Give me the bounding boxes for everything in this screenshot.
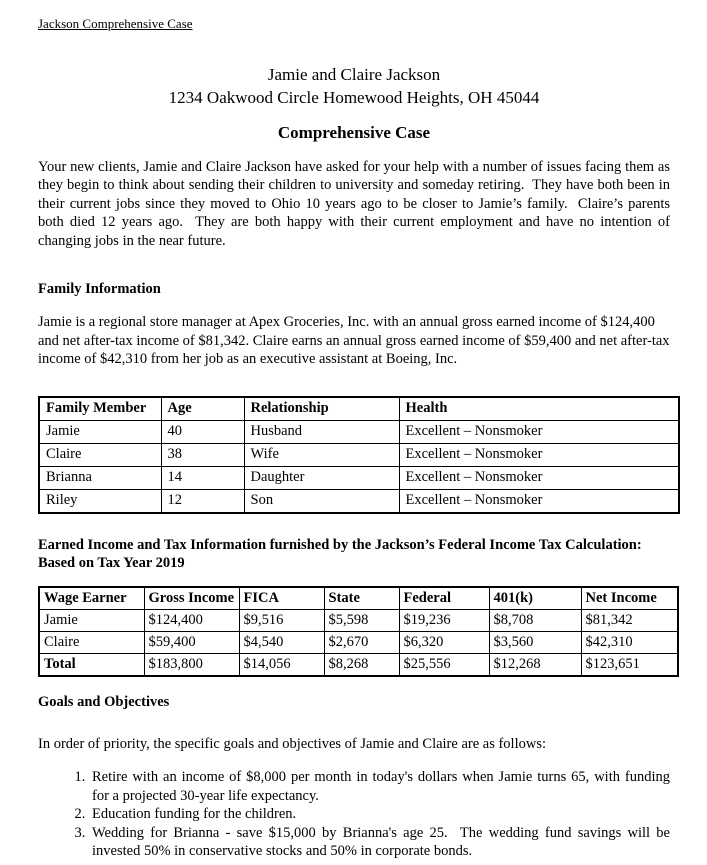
- family-information-heading: Family Information: [38, 281, 161, 298]
- table-cell: Husband: [244, 420, 399, 443]
- table-cell: $42,310: [581, 632, 678, 654]
- table-row: [39, 466, 679, 489]
- document-header: Jackson Comprehensive Case: [38, 16, 193, 31]
- goals-heading: Goals and Objectives: [38, 694, 170, 711]
- table-cell: $3,560: [489, 632, 581, 654]
- table-cell: $4,540: [239, 632, 324, 654]
- income-table: [38, 586, 679, 677]
- table-cell: 14: [161, 466, 244, 489]
- table-cell: $81,342: [581, 610, 678, 632]
- family-information-paragraph: Jamie is a regional store manager at Apex Groceries, Inc. with an annual gross earned income of $124,400 and net after-tax income of $81,342. Claire earns an annual gross earned income of $59,400 and net after-tax income of $42,310 from her job as an executive assistant at Boeing, Inc.: [38, 314, 674, 368]
- column-header: Relationship: [244, 397, 399, 421]
- table-cell: Claire: [39, 632, 144, 654]
- column-header: Net Income: [581, 587, 678, 610]
- table-cell: Excellent – Nonsmoker: [399, 489, 679, 513]
- table-cell: Jamie: [39, 610, 144, 632]
- table-cell: Son: [244, 489, 399, 513]
- title-line-names: Jamie and Claire Jackson: [267, 65, 441, 84]
- column-header: Family Member: [39, 397, 161, 421]
- table-cell: Claire: [39, 443, 161, 466]
- column-header: Federal: [399, 587, 489, 610]
- intro-paragraph: Your new clients, Jamie and Claire Jackson have asked for your help with a number of issues facing them as they begin to think about sending their children to university and someday retiring. They have both been in their current jobs since they moved to Ohio 10 years ago to be closer to Jamie’s family. Claire’s parents both died 12 years ago. They are both happy with their current employment and have no intention of changing jobs in the near future.: [38, 159, 674, 249]
- table-cell: $123,651: [581, 654, 678, 677]
- table-cell: $2,670: [324, 632, 399, 654]
- goals-list: [38, 768, 674, 860]
- goal-item-education: 2. Education funding for the children.: [89, 805, 670, 823]
- document-title: [38, 63, 670, 109]
- family-table: [38, 396, 680, 514]
- table-cell: Brianna: [39, 466, 161, 489]
- table-cell: 40: [161, 420, 244, 443]
- document-subtitle: Comprehensive Case: [277, 123, 431, 142]
- table-cell: $5,598: [324, 610, 399, 632]
- table-cell: $6,320: [399, 632, 489, 654]
- table-cell: Excellent – Nonsmoker: [399, 420, 679, 443]
- table-cell: $9,516: [239, 610, 324, 632]
- column-header: State: [324, 587, 399, 610]
- table-cell: $12,268: [489, 654, 581, 677]
- goals-intro-paragraph: In order of priority, the specific goals and objectives of Jamie and Claire are as follows:: [38, 735, 547, 752]
- column-header: Age: [161, 397, 244, 421]
- table-cell: $183,800: [144, 654, 239, 677]
- table-cell: 12: [161, 489, 244, 513]
- column-header: FICA: [239, 587, 324, 610]
- table-row-total: [39, 654, 678, 677]
- column-header: Health: [399, 397, 679, 421]
- table-cell: Excellent – Nonsmoker: [399, 443, 679, 466]
- column-header: Gross Income: [144, 587, 239, 610]
- goal-item-wedding: 3. Wedding for Brianna - save $15,000 by Brianna's age 25. The wedding fund savings will be invested 50% in conservative stocks and 50% in corporate bonds.: [89, 824, 670, 861]
- table-cell: $8,268: [324, 654, 399, 677]
- table-cell: Total: [39, 654, 144, 677]
- income-tax-heading: [38, 536, 670, 573]
- table-cell: Daughter: [244, 466, 399, 489]
- income-tax-heading-line2: Based on Tax Year 2019: [38, 555, 185, 572]
- income-table-header-row: [39, 587, 678, 610]
- table-row: [39, 420, 679, 443]
- table-cell: Jamie: [39, 420, 161, 443]
- table-cell: 38: [161, 443, 244, 466]
- table-cell: $8,708: [489, 610, 581, 632]
- table-row: [39, 632, 678, 654]
- table-row: [39, 610, 678, 632]
- income-tax-heading-line1: Earned Income and Tax Information furnished by the Jackson’s Federal Income Tax Calculation:: [38, 536, 642, 553]
- table-cell: Wife: [244, 443, 399, 466]
- table-row: [39, 489, 679, 513]
- table-cell: $124,400: [144, 610, 239, 632]
- column-header: Wage Earner: [39, 587, 144, 610]
- table-cell: Excellent – Nonsmoker: [399, 466, 679, 489]
- table-cell: $14,056: [239, 654, 324, 677]
- goal-item-retirement: 1. Retire with an income of $8,000 per month in today's dollars when Jamie turns 65, with funding for a projected 30-year life expectancy.: [89, 768, 670, 805]
- table-row: [39, 443, 679, 466]
- table-cell: Riley: [39, 489, 161, 513]
- title-line-address: 1234 Oakwood Circle Homewood Heights, OH 45044: [168, 88, 540, 107]
- table-cell: $59,400: [144, 632, 239, 654]
- table-cell: $19,236: [399, 610, 489, 632]
- family-table-header-row: [39, 397, 679, 421]
- table-cell: $25,556: [399, 654, 489, 677]
- column-header: 401(k): [489, 587, 581, 610]
